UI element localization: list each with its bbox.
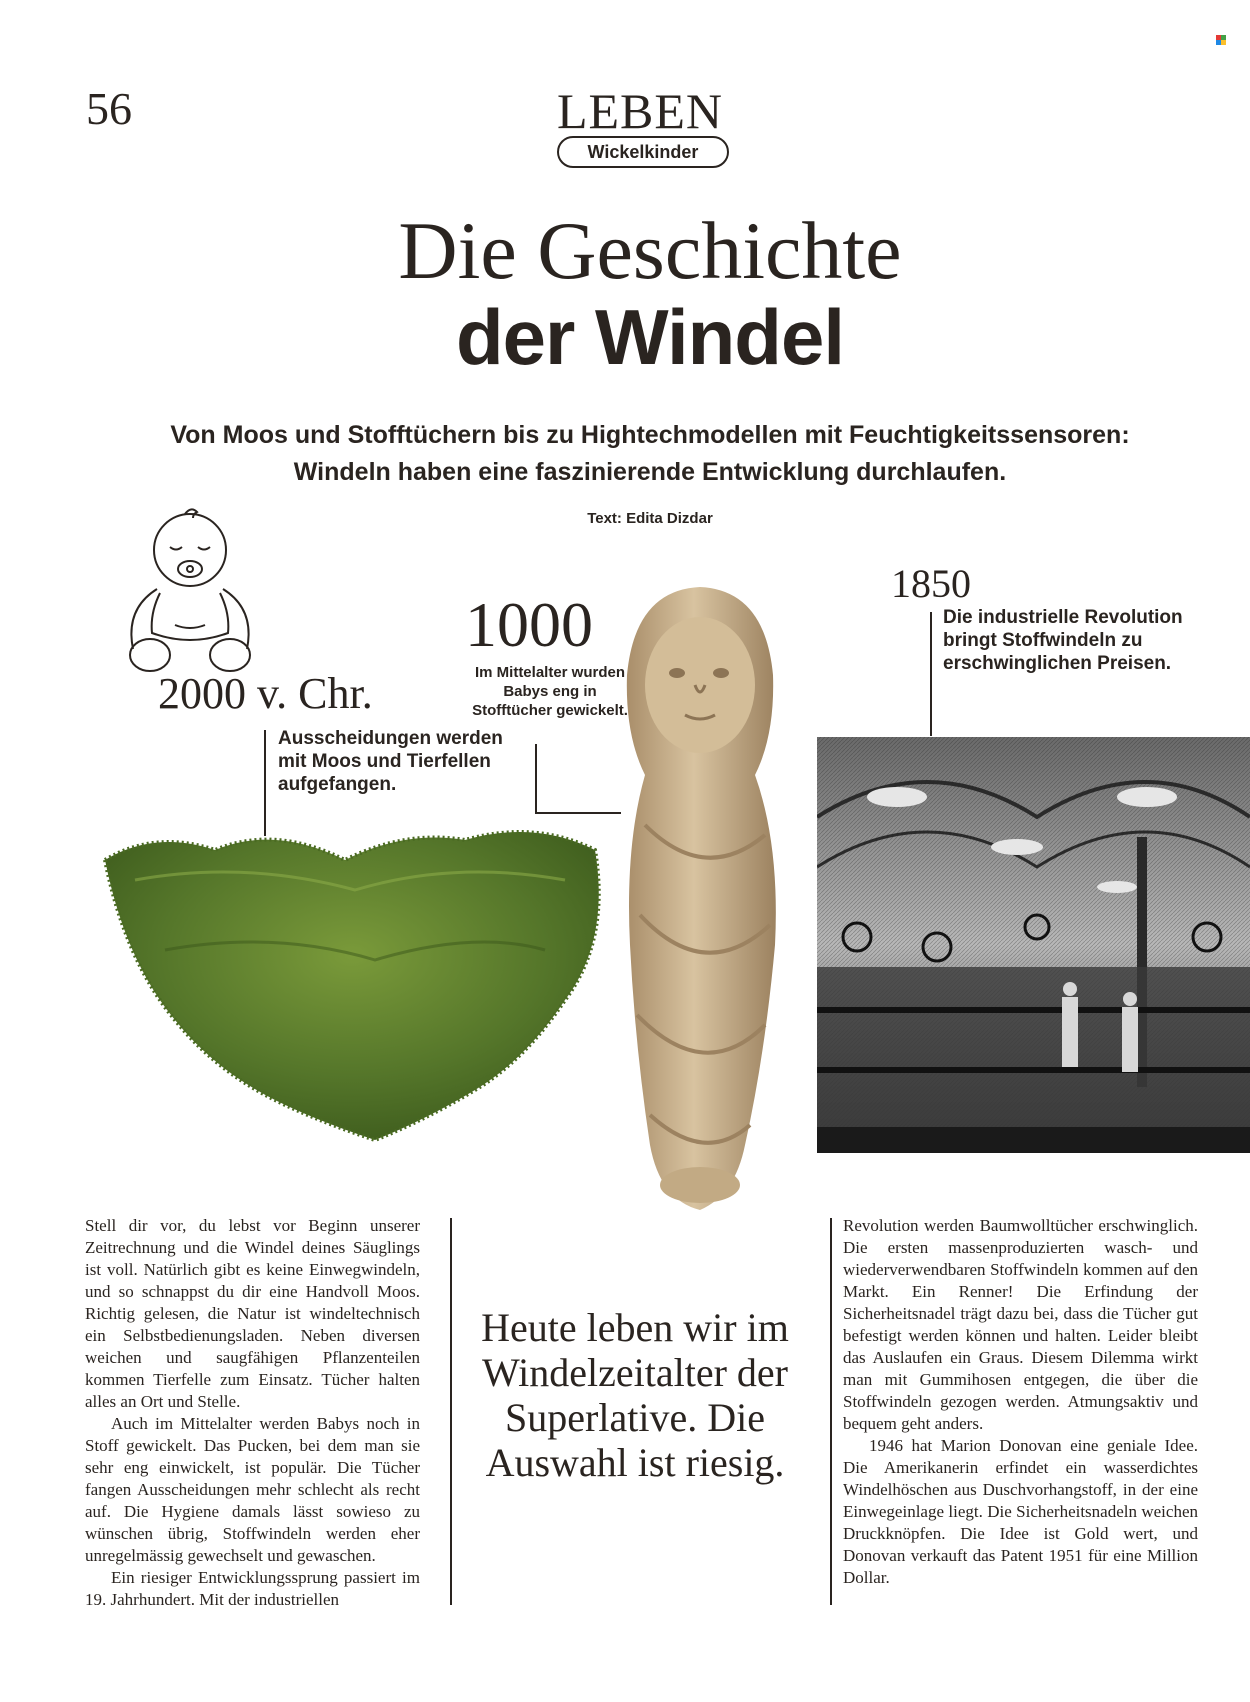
byline: Text: Edita Dizdar — [587, 510, 713, 527]
article-column-1 — [85, 1215, 420, 1611]
timeline-rule-1850 — [930, 612, 932, 736]
section-tag: Wickelkinder — [557, 136, 729, 168]
brand-logo-icon — [1216, 35, 1226, 45]
pull-quote: Heute leben wir im Windelzeitalter der Superlative. Die Auswahl ist riesig. — [481, 1305, 789, 1485]
timeline-year-1000: 1000 — [465, 589, 593, 660]
article-paragraph: Ein riesiger Entwicklungssprung passiert im 19. Jahrhundert. Mit der industriellen — [85, 1568, 420, 1609]
article-paragraph: Auch im Mittelalter werden Babys noch in Stoff gewickelt. Das Pucken, bei dem man sie sehr eng einwickelt, ist populär. Die Tücher fangen Ausscheidungen mehr schlecht als recht auf. Die Hygiene damals lässt sowieso zu wünschen übrig, Stoffwindeln werden eher unregelmässig gewechselt und gewaschen. — [85, 1414, 420, 1565]
article-paragraph: Revolution werden Baumwolltücher erschwinglich. Die ersten massenproduzierten wasch- und wiederverwendbaren Stoffwindeln kommen auf den Markt. Ein Renner! Die Erfindung der Sicherheitsnadel trägt dazu bei, dass die Tücher gut befestigt werden können und halten. Leider bleibt das Auslaufen ein Graus. Diesem Dilemma wirkt man mit Gummihosen entgegen, die über die Stoffwindeln gezogen werden. Atmungsaktiv und bequem geht anders. — [843, 1216, 1198, 1433]
timeline-caption-2000bc: Ausscheidungen werden mit Moos und Tierfellen aufgefangen. — [278, 728, 503, 795]
column-divider-left — [450, 1218, 452, 1605]
baby-outline-icon — [115, 505, 265, 675]
article-paragraph: 1946 hat Marion Donovan eine geniale Idee. Die Amerikanerin erfindet ein wasserdichtes Windelhöschen aus Duschvorhangstoff, in der eine Einwegeinlage liegt. Die Sicherheitsnadeln weichen Druckknöpfen. Die Idee ist Gold wert, und Donovan verkauft das Patent 1951 für eine Million Dollar. — [843, 1436, 1198, 1587]
page-number: 56 — [86, 83, 132, 134]
headline-line-1: Die Geschichte — [398, 205, 902, 296]
column-divider-right — [830, 1218, 832, 1605]
timeline-caption-1000: Im Mittelalter wurden Babys eng in Stofftücher gewickelt. — [472, 664, 628, 719]
lead-line-1: Von Moos und Stofftüchern bis zu Hightechmodellen mit Feuchtigkeitssensoren: — [170, 421, 1130, 449]
swaddled-figurine-image — [615, 585, 785, 1215]
section-title: LEBEN — [556, 83, 724, 139]
timeline-year-2000bc: 2000 v. Chr. — [158, 669, 373, 718]
timeline-year-1850: 1850 — [891, 561, 971, 606]
timeline-caption-1850: Die industrielle Revolution bringt Stoffwindeln zu erschwinglichen Preisen. — [943, 607, 1183, 674]
article-column-3 — [843, 1215, 1198, 1589]
timeline-rule-1000 — [535, 744, 537, 814]
moss-image — [95, 820, 615, 1150]
timeline-rule-1000-horizontal — [535, 812, 621, 814]
article-paragraph: Stell dir vor, du lebst vor Beginn unserer Zeitrechnung und die Windel deines Säuglings ist voll. Natürlich gibt es keine Einwegwindeln, und so schnappst du dir eine Handvoll Moos. Richtig gelesen, die Natur ist windeltechnisch ein Selbstbedienungsladen. Neben diversen weichen und saugfähigen Pflanzenteilen kommen Tierfelle zum Einsatz. Tücher halten alles an Ort und Stelle. — [85, 1216, 420, 1411]
textile-factory-engraving — [817, 737, 1250, 1153]
headline-line-2: der Windel — [456, 293, 844, 381]
lead-line-2: Windeln haben eine faszinierende Entwicklung durchlaufen. — [293, 458, 1007, 486]
lead-paragraph — [120, 417, 1180, 491]
